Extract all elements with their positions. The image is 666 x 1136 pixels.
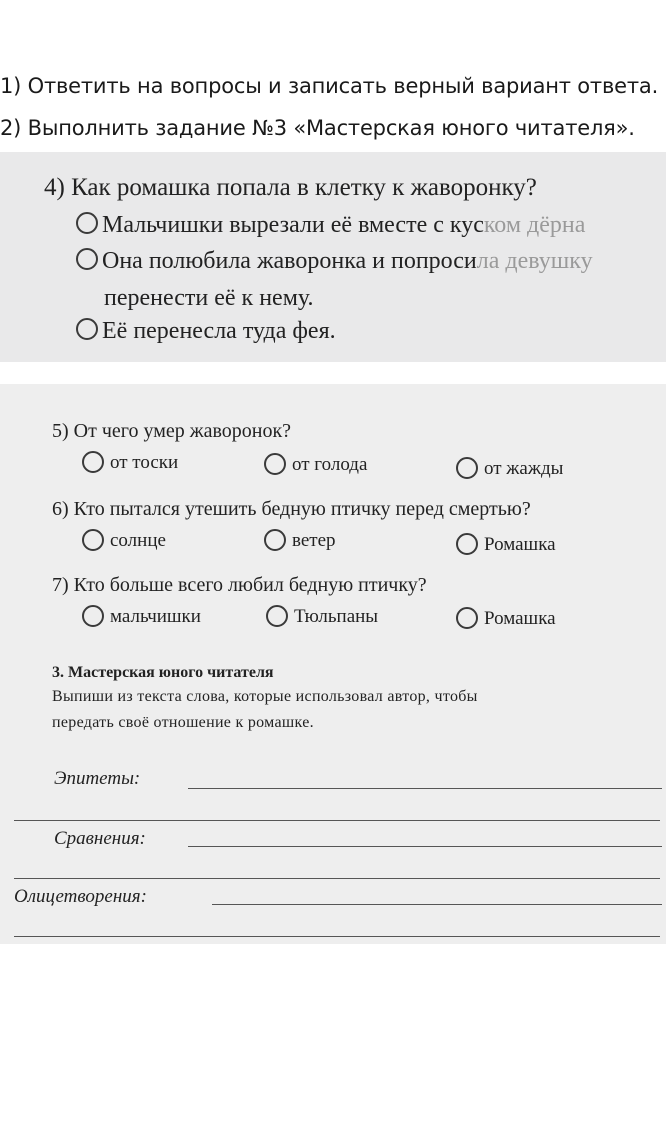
radio-circle[interactable] [76, 318, 98, 340]
answer-line-comparisons-1[interactable] [188, 846, 662, 847]
q6-option-3[interactable]: Ромашка [456, 534, 556, 557]
task3-text-line1: Выпиши из текста слова, которые использовал автор, чтобы [52, 688, 478, 705]
q6-option-2[interactable]: ветер [264, 530, 336, 553]
q4-option-3[interactable]: Её перенесла туда фея. [76, 318, 336, 345]
q7-option-2[interactable]: Тюльпаны [266, 606, 378, 629]
q4-option-2-continuation: перенести её к нему. [104, 285, 314, 311]
task3-text-line2: передать своё отношение к ромашке. [52, 714, 314, 731]
radio-circle[interactable] [82, 605, 104, 627]
q7-option-1[interactable]: мальчишки [82, 606, 201, 629]
q5-option-3[interactable]: от жажды [456, 458, 563, 481]
field-label-epithets: Эпитеты: [54, 768, 141, 789]
instruction-2: 2) Выполнить задание №3 «Мастерская юного читателя». [0, 116, 635, 140]
radio-circle[interactable] [82, 451, 104, 473]
field-label-personifications: Олицетворения: [14, 886, 147, 907]
question-7: 7) Кто больше всего любил бедную птичку? [52, 574, 427, 596]
q7-option-3[interactable]: Ромашка [456, 608, 556, 631]
q6-option-1[interactable]: солнце [82, 530, 166, 553]
question-5: 5) От чего умер жаворонок? [52, 420, 292, 442]
answer-line-personifications-2[interactable] [14, 936, 660, 937]
worksheet-photo-2 [0, 384, 666, 944]
radio-circle[interactable] [76, 212, 98, 234]
q4-option-2[interactable]: Она полюбила жаворонка и попросила девушку [76, 248, 593, 275]
answer-line-personifications-1[interactable] [212, 904, 662, 905]
radio-circle[interactable] [76, 248, 98, 270]
instruction-1: 1) Ответить на вопросы и записать верный вариант ответа. [0, 74, 659, 98]
radio-circle[interactable] [264, 453, 286, 475]
radio-circle[interactable] [266, 605, 288, 627]
radio-circle[interactable] [82, 529, 104, 551]
radio-circle[interactable] [456, 457, 478, 479]
answer-line-epithets-2[interactable] [14, 820, 660, 821]
question-4: 4) Как ромашка попала в клетку к жаворонку? [44, 174, 537, 201]
answer-line-epithets-1[interactable] [188, 788, 662, 789]
q5-option-2[interactable]: от голода [264, 454, 367, 477]
radio-circle[interactable] [264, 529, 286, 551]
worksheet-photo-1 [0, 152, 666, 362]
answer-line-comparisons-2[interactable] [14, 878, 660, 879]
q5-option-1[interactable]: от тоски [82, 452, 178, 475]
radio-circle[interactable] [456, 533, 478, 555]
q4-option-1[interactable]: Мальчишки вырезали её вместе с куском дёрна [76, 212, 585, 239]
question-6: 6) Кто пытался утешить бедную птичку перед смертью? [52, 498, 531, 520]
radio-circle[interactable] [456, 607, 478, 629]
task3-title: 3. Мастерская юного читателя [52, 664, 274, 681]
field-label-comparisons: Сравнения: [54, 828, 146, 849]
